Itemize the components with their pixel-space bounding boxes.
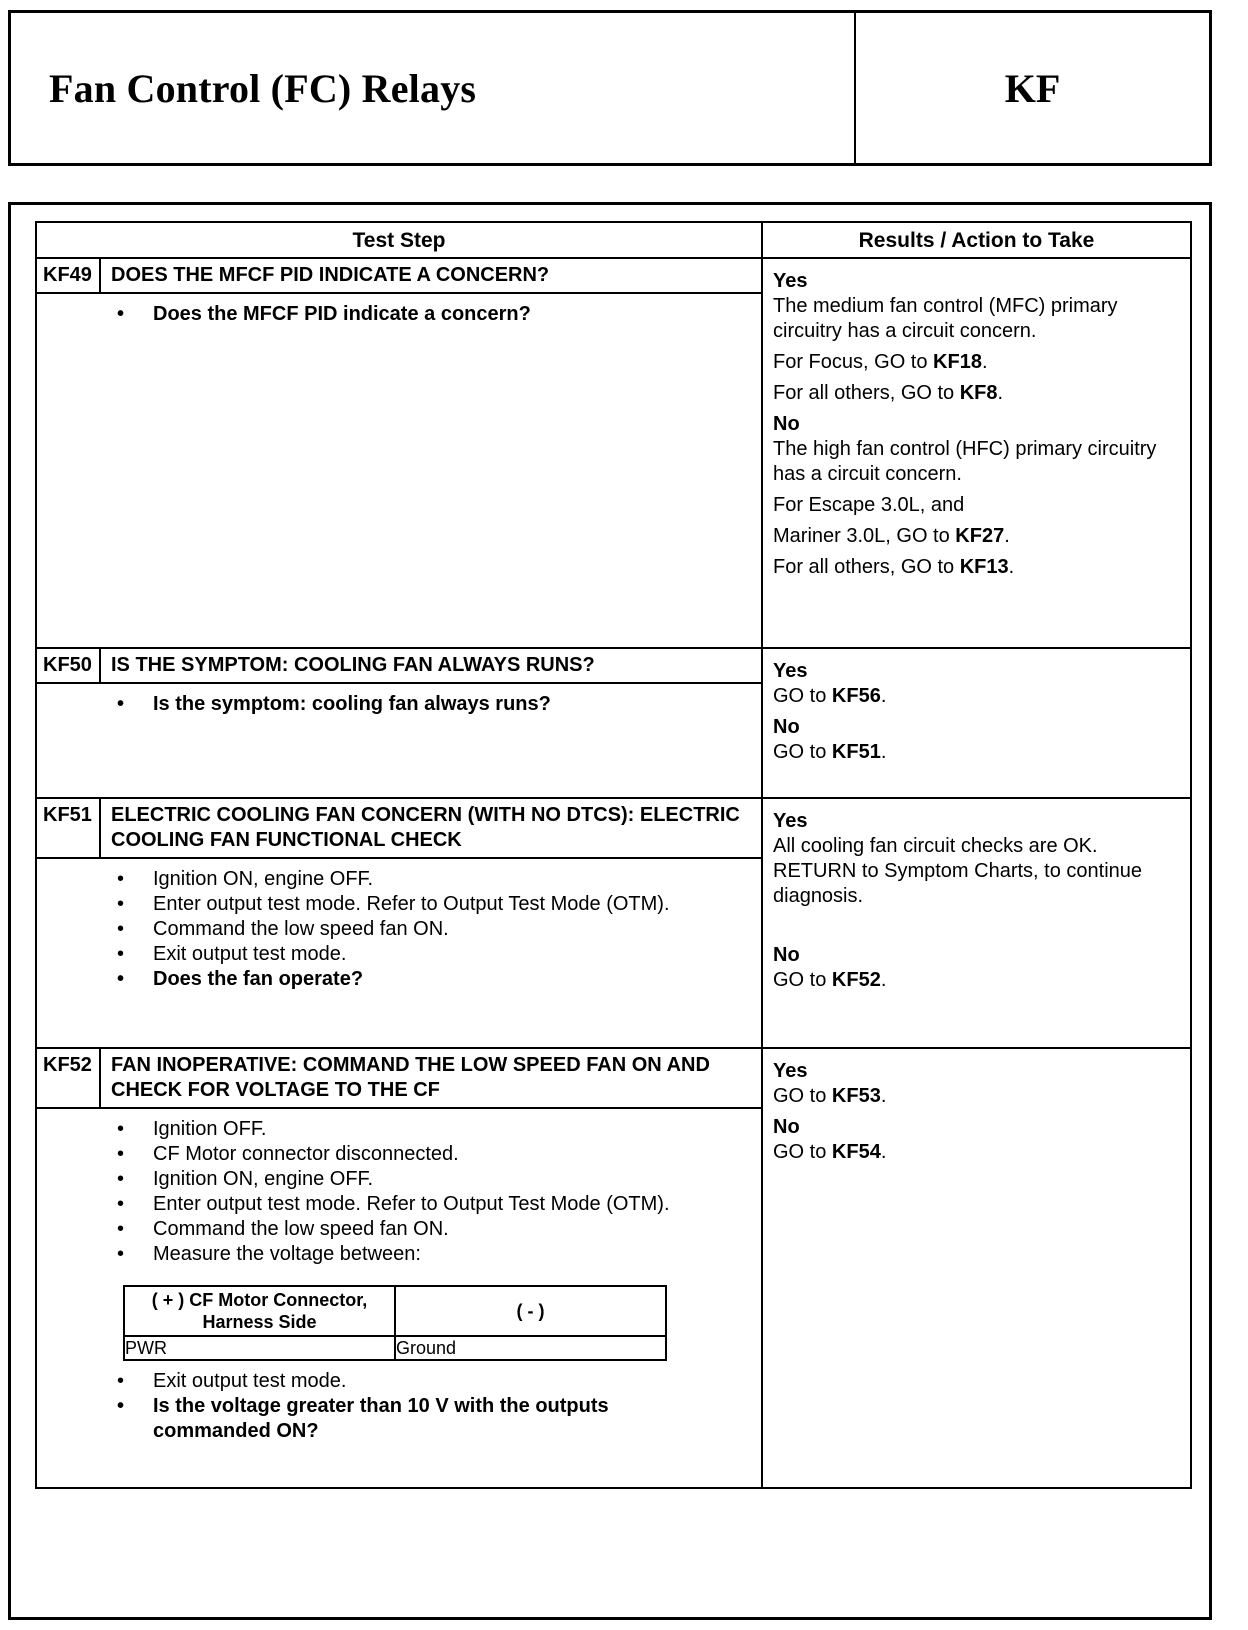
result-yes [773,1059,1180,1109]
step-heading [37,259,761,294]
result-line [773,493,1180,518]
instruction-item: • Measure the voltage between: [37,1242,761,1267]
negative-lead-value: Ground [395,1336,666,1360]
instruction-list [37,859,761,992]
result-yes [773,809,1180,909]
instruction-item: • Enter output test mode. Refer to Output Test Mode (OTM). [37,1192,761,1217]
page-title: Fan Control (FC) Relays [11,13,856,163]
column-header-results: Results / Action to Take [762,222,1191,258]
result-line [773,524,1180,549]
goto-step-link[interactable]: KF52 [831,969,881,991]
test-step-cell [36,648,762,798]
step-heading [37,649,761,684]
measurement-header-row [124,1286,666,1336]
period: . [880,685,887,707]
step-id: KF52 [37,1049,101,1107]
steps-body [36,258,1191,1488]
result-label: No [773,716,800,738]
test-step-table [35,221,1192,1489]
period: . [880,1141,887,1163]
results-cell [762,258,1191,648]
goto-step-link[interactable]: KF27 [955,525,1005,547]
instruction-item: • Does the MFCF PID indicate a concern? [37,302,761,327]
section-code: KF [1004,65,1061,111]
period: . [880,1085,887,1107]
result-yes [773,269,1180,406]
result-no [773,943,1180,993]
result-line [773,381,1180,406]
result-line [773,834,1180,909]
test-step-row [36,258,1191,648]
result-label: Yes [773,660,808,682]
result-no [773,1115,1180,1165]
step-title: DOES THE MFCF PID INDICATE A CONCERN? [111,264,550,286]
result-line [773,968,1180,993]
result-text: GO to [773,685,832,707]
period: . [997,382,1004,404]
step-id: KF51 [37,799,101,857]
goto-step-link[interactable]: KF8 [959,382,998,404]
table-header-row [36,222,1191,258]
result-label: Yes [773,1060,808,1082]
result-text: Mariner 3.0L, GO to [773,525,956,547]
instruction-item: • Ignition ON, engine OFF. [37,1167,761,1192]
result-label: No [773,944,800,966]
result-text: For Escape 3.0L, and [773,494,965,516]
result-label: No [773,1116,800,1138]
results-cell [762,1048,1191,1488]
result-no [773,412,1180,580]
column-header-test-step: Test Step [36,222,762,258]
instruction-list [37,684,761,717]
step-title: FAN INOPERATIVE: COMMAND THE LOW SPEED FAN ON AND CHECK FOR VOLTAGE TO THE CF [111,1054,710,1101]
step-id: KF49 [37,259,101,292]
instruction-item: • Exit output test mode. [37,942,761,967]
result-line [773,1140,1180,1165]
content-frame [8,202,1212,1620]
goto-step-link[interactable]: KF56 [831,685,881,707]
result-label: Yes [773,270,808,292]
instruction-item: • Does the fan operate? [37,967,761,992]
result-text: All cooling fan circuit checks are OK. RETURN to Symptom Charts, to continue diagnosis. [773,835,1143,907]
instruction-item: • Exit output test mode. [37,1369,761,1394]
result-yes [773,659,1180,709]
instruction-item: • CF Motor connector disconnected. [37,1142,761,1167]
period: . [1004,525,1010,547]
goto-step-link[interactable]: KF13 [959,556,1009,578]
results-cell [762,798,1191,1048]
period: . [880,741,887,763]
step-heading [37,1049,761,1109]
result-line [773,294,1180,344]
test-step-row [36,1048,1191,1488]
positive-lead-header: ( + ) CF Motor Connector, Harness Side [124,1286,395,1336]
goto-step-link[interactable]: KF51 [831,741,881,763]
result-line [773,350,1180,375]
positive-lead-value: PWR [124,1336,395,1360]
result-line [773,1084,1180,1109]
step-id: KF50 [37,649,101,682]
result-text: For all others, GO to [773,556,960,578]
step-title: ELECTRIC COOLING FAN CONCERN (WITH NO DTCS): ELECTRIC COOLING FAN FUNCTIONAL CHECK [111,804,740,851]
result-text: For Focus, GO to [773,351,934,373]
result-no [773,715,1180,765]
instruction-item: • Command the low speed fan ON. [37,1217,761,1242]
result-label: Yes [773,810,808,832]
result-text: The high fan control (HFC) primary circuitry has a circuit concern. [773,438,1157,485]
instruction-item: • Ignition OFF. [37,1117,761,1142]
test-step-cell [36,1048,762,1488]
page-header [8,10,1212,166]
negative-lead-header: ( - ) [395,1286,666,1336]
period: . [880,969,887,991]
instruction-list [37,1109,761,1267]
result-text: GO to [773,1085,832,1107]
result-line [773,740,1180,765]
test-step-row [36,798,1191,1048]
result-text: For all others, GO to [773,382,960,404]
result-label: No [773,413,800,435]
goto-step-link[interactable]: KF18 [933,351,982,373]
instruction-item: • Enter output test mode. Refer to Output Test Mode (OTM). [37,892,761,917]
measurement-row [124,1336,666,1360]
instruction-list [37,294,761,327]
step-title: IS THE SYMPTOM: COOLING FAN ALWAYS RUNS? [111,654,595,676]
test-step-cell [36,258,762,648]
instruction-list [37,1369,761,1444]
goto-step-link[interactable]: KF53 [831,1085,881,1107]
result-text: GO to [773,1141,832,1163]
test-step-cell [36,798,762,1048]
result-text: GO to [773,969,832,991]
instruction-item: • Command the low speed fan ON. [37,917,761,942]
result-text: The medium fan control (MFC) primary circuitry has a circuit concern. [773,295,1118,342]
result-line [773,555,1180,580]
result-line [773,437,1180,487]
step-heading [37,799,761,859]
period: . [1008,556,1015,578]
instruction-item: • Ignition ON, engine OFF. [37,867,761,892]
results-cell [762,648,1191,798]
test-step-row [36,648,1191,798]
goto-step-link[interactable]: KF54 [831,1141,881,1163]
instruction-item: • Is the symptom: cooling fan always runs? [37,692,761,717]
instruction-item: • Is the voltage greater than 10 V with the outputs commanded ON? [37,1394,761,1444]
measurement-table [123,1285,667,1361]
result-line [773,684,1180,709]
period: . [981,351,988,373]
result-text: GO to [773,741,832,763]
